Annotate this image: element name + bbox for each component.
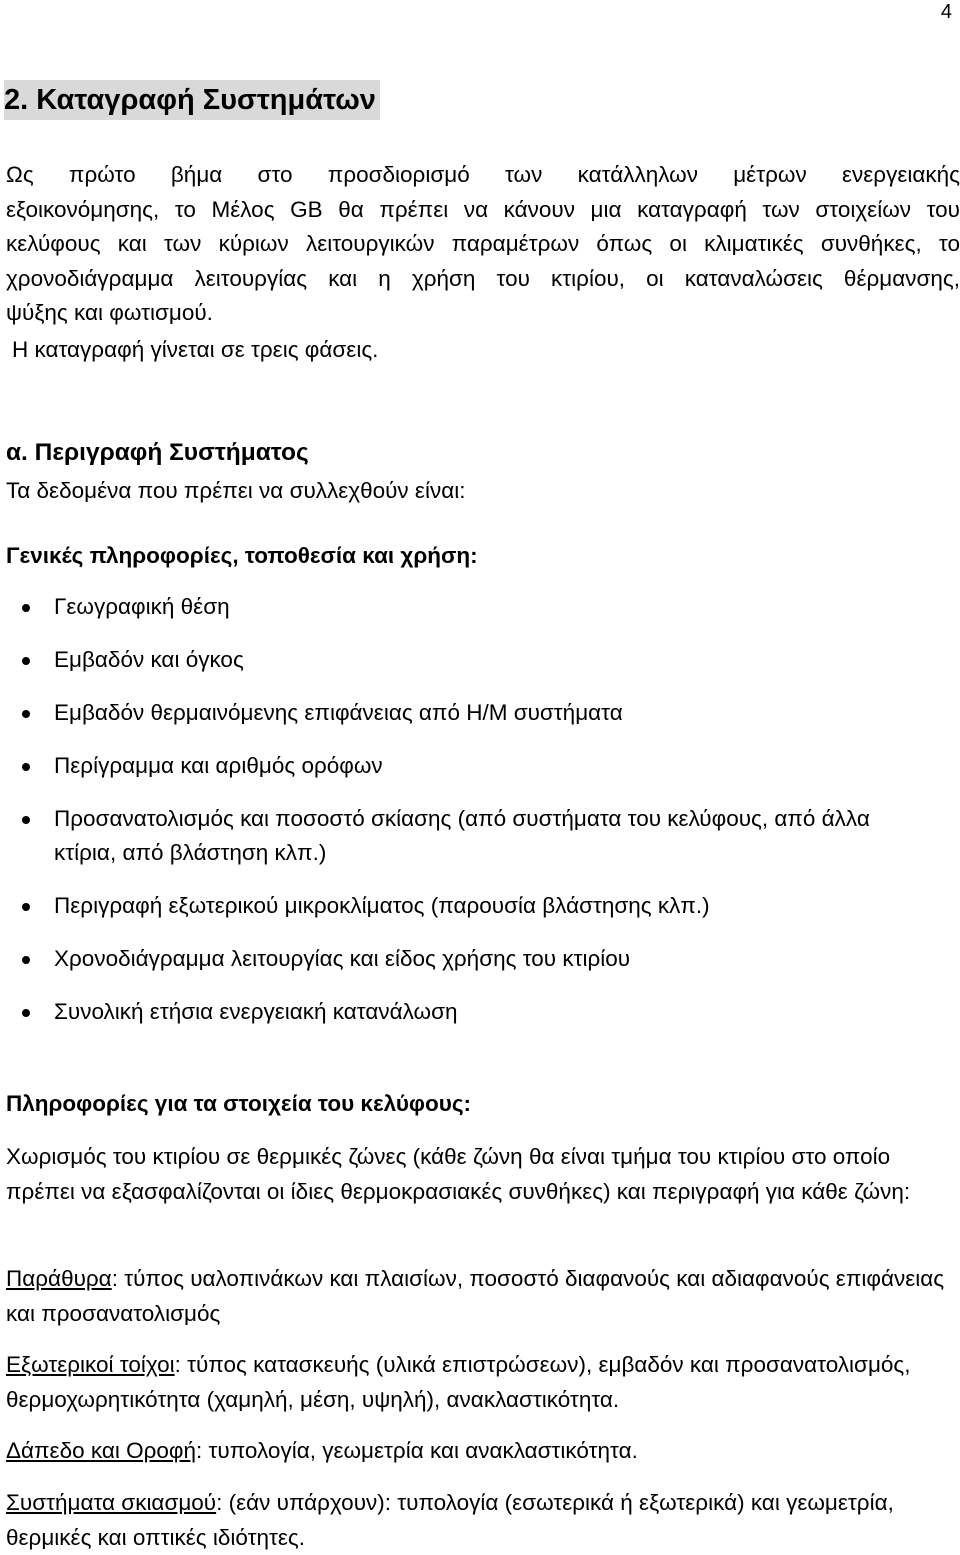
list-item [0, 643, 924, 677]
general-info-list [0, 590, 960, 1048]
thermal-zones-paragraph: Χωρισμός του κτιρίου σε θερμικές ζώνες (κάθε ζώνη θα είναι τμήμα του κτιρίου στο οποίο πρέπει να εξασφαλίζονται οι ίδιες θερμοκρασιακές συνθήκες) και περιγραφή για κάθε ζώνη: [6, 1144, 911, 1204]
windows-text: : τύπος υαλοπινάκων και πλαισίων, ποσοστό διαφανούς και αδιαφανούς επιφάνειας και προσανατολισμός [6, 1266, 945, 1326]
subsection-title: α. Περιγραφή Συστήματος [6, 439, 309, 466]
external-walls-term: Εξωτερικοί τοίχοι [6, 1352, 175, 1377]
list-item-text: Προσανατολισμός και ποσοστό σκίασης (από συστήματα του κελύφους, από άλλα κτίρια, από βλάστηση κλπ.) [54, 806, 870, 865]
list-item-text: Εμβαδόν θερμαινόμενης επιφάνειας από Η/Μ συστήματα [54, 700, 623, 725]
list-item [0, 749, 924, 783]
windows-paragraph [6, 1261, 946, 1331]
list-item-text: Συνολική ετήσια ενεργειακή κατανάλωση [54, 999, 458, 1024]
intro-line: Ως πρώτο βήμα στο προσδιορισμό των κατάλληλων μέτρων ενεργειακής [6, 162, 960, 187]
shading-term: Συστήματα σκιασμού [6, 1490, 217, 1515]
external-walls-text: : τύπος κατασκευής (υλικά επιστρώσεων), εμβαδόν και προσανατολισμός, θερμοχωρητικότητα (χαμηλή, μέση, υψηλή), ανακλαστικότητα. [6, 1352, 911, 1412]
list-item [0, 696, 924, 730]
intro-line: εξοικονόμησης, το Μέλος GB θα πρέπει να κάνουν μια καταγραφή των στοιχείων του [6, 196, 960, 222]
bullet-icon [22, 903, 30, 911]
list-item [0, 590, 924, 624]
subsection-lead: Τα δεδομένα που πρέπει να συλλεχθούν είναι: [6, 478, 466, 503]
intro-line: χρονοδιάγραμμα λειτουργίας και η χρήση του κτιρίου, οι καταναλώσεις θέρμανσης, [6, 265, 960, 291]
list-item-text: Γεωγραφική θέση [54, 594, 230, 619]
intro-line: κελύφους και των κύριων λειτουργικών παραμέτρων όπως οι κλιματικές συνθήκες, το [6, 231, 960, 256]
shading-paragraph [6, 1485, 946, 1555]
bullet-icon [22, 710, 30, 718]
list-item [0, 995, 924, 1029]
list-item-text: Χρονοδιάγραμμα λειτουργίας και είδος χρήσης του κτιρίου [54, 946, 631, 971]
bullet-icon [22, 604, 30, 612]
list-item-text: Περίγραμμα και αριθμός ορόφων [54, 753, 383, 778]
section-title: 2. Καταγραφή Συστημάτων [4, 80, 380, 120]
list-item [0, 802, 924, 870]
intro-paragraph [6, 158, 960, 296]
floor-roof-term: Δάπεδο και Οροφή [6, 1438, 197, 1463]
general-info-heading: Γενικές πληροφορίες, τοποθεσία και χρήση: [6, 543, 478, 568]
list-item-text: Εμβαδόν και όγκος [54, 647, 244, 672]
windows-term: Παράθυρα [6, 1266, 112, 1291]
list-item [0, 942, 924, 976]
list-item-text: Περιγραφή εξωτερικού μικροκλίματος (παρουσία βλάστησης κλπ.) [54, 893, 710, 918]
page-number: 4 [940, 1, 952, 23]
bullet-icon [22, 657, 30, 665]
intro-note: Η καταγραφή γίνεται σε τρεις φάσεις. [12, 337, 379, 362]
bullet-icon [22, 763, 30, 771]
floor-roof-paragraph [6, 1433, 946, 1468]
external-walls-paragraph [6, 1347, 946, 1417]
shading-text: : (εάν υπάρχουν): τυπολογία (εσωτερικά ή εξωτερικά) και γεωμετρία, θερμικές και οπτικές ιδιότητες. [6, 1490, 894, 1550]
list-item [0, 889, 924, 923]
bullet-icon [22, 1009, 30, 1017]
intro-line-last: ψύξης και φωτισμού. [6, 300, 213, 325]
bullet-icon [22, 816, 30, 824]
envelope-info-heading: Πληροφορίες για τα στοιχεία του κελύφους: [6, 1091, 472, 1116]
floor-roof-text: : τυπολογία, γεωμετρία και ανακλαστικότητα. [196, 1438, 638, 1463]
bullet-icon [22, 956, 30, 964]
